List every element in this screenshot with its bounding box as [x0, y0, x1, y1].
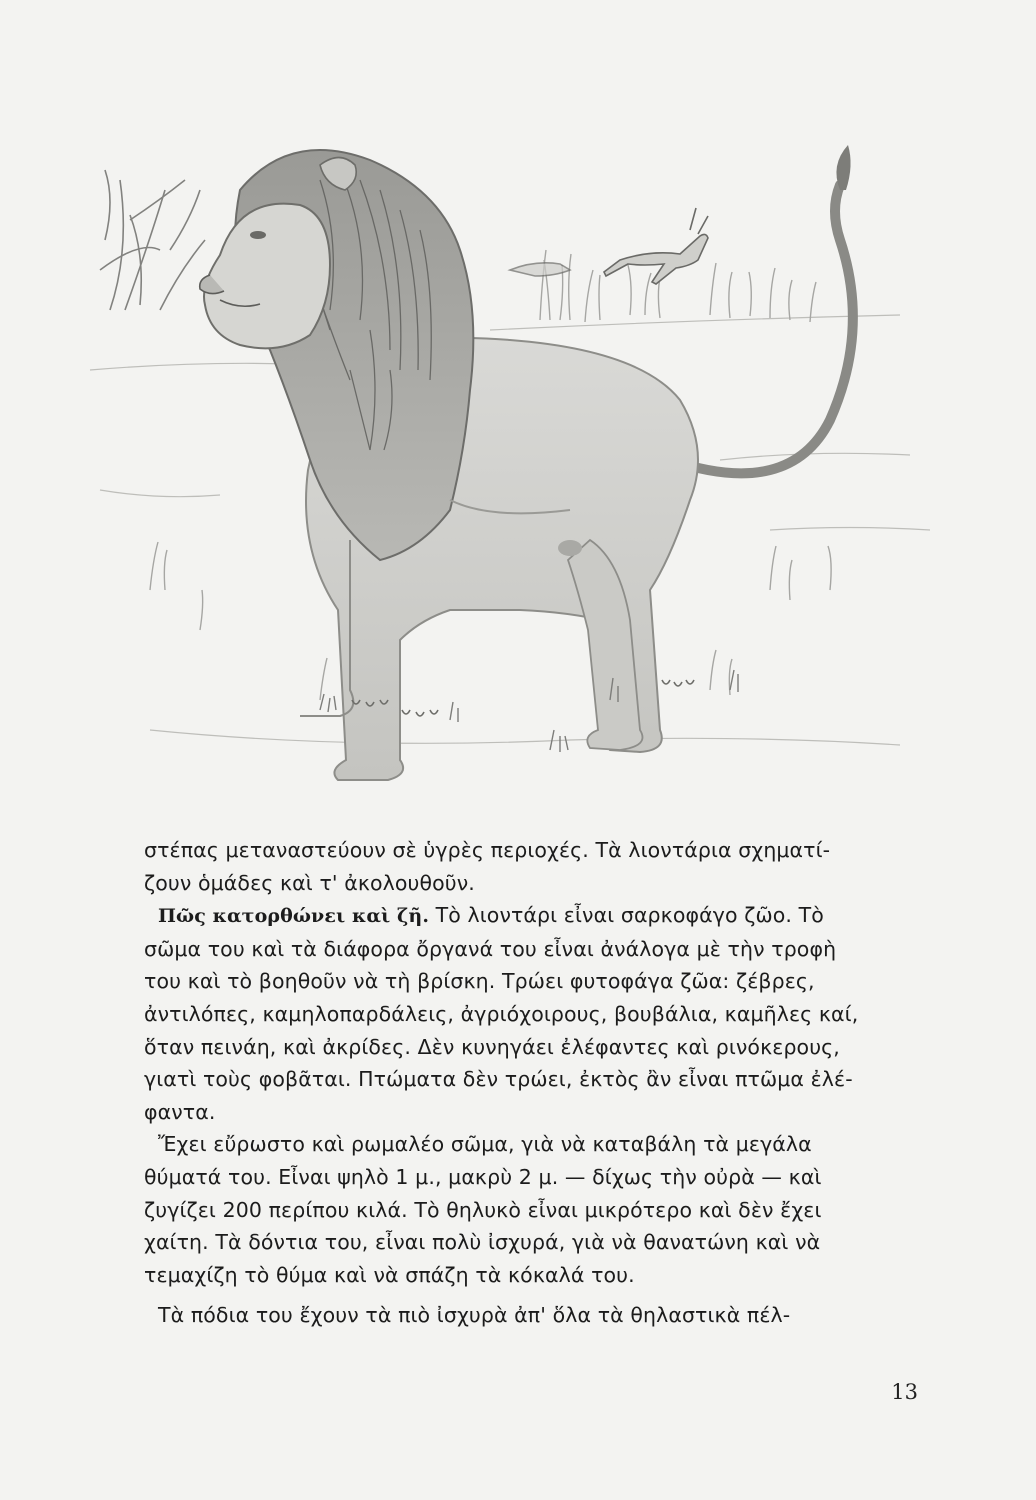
- section-heading: Πῶς κατορθώνει καὶ ζῆ.: [158, 905, 430, 928]
- text-line: χαίτη. Τὰ δόντια του, εἶναι πολὺ ἰσχυρά, γιὰ νὰ θανατώνη καὶ νὰ: [144, 1230, 821, 1255]
- paragraph-1: [144, 834, 892, 899]
- tree-icon: [100, 170, 205, 310]
- paragraph-4: [144, 1299, 892, 1332]
- text-line: ζυγίζει 200 περίπου κιλά. Τὸ θηλυκὸ εἶναι μικρότερο καὶ δὲν ἔχει: [144, 1197, 822, 1222]
- text-line: ὅταν πεινάη, καὶ ἀκρίδες. Δὲν κυνηγάει ἐλέφαντες καὶ ρινόκερους,: [144, 1034, 840, 1059]
- lion-icon: [200, 150, 698, 780]
- text-line: φαντα.: [144, 1099, 216, 1124]
- text-line: του καὶ τὸ βοηθοῦν νὰ τὴ βρίσκη. Τρώει φυτοφάγα ζῶα: ζέβρες,: [144, 969, 815, 994]
- text-line: τεμαχίζη τὸ θύμα καὶ νὰ σπάζη τὰ κόκαλά του.: [144, 1262, 635, 1287]
- text-line: ἀντιλόπες, καμηλοπαρδάλεις, ἀγριόχοιρους, βουβάλια, καμῆλες καί,: [144, 1001, 859, 1026]
- text-line: γιατὶ τοὺς φοβᾶται. Πτώματα δὲν τρώει, ἐκτὸς ἂν εἶναι πτῶμα ἐλέ-: [144, 1067, 853, 1092]
- text-line: σῶμα του καὶ τὰ διάφορα ὄργανά του εἶναι ἀνάλογα μὲ τὴν τροφὴ: [144, 936, 837, 961]
- text-line: Τὰ πόδια του ἔχουν τὰ πιὸ ἰσχυρὰ ἀπ' ὅλα τὰ θηλαστικὰ πέλ-: [158, 1303, 791, 1328]
- text-line: θύματά του. Εἶναι ψηλὸ 1 μ., μακρὺ 2 μ. — δίχως τὴν οὐρὰ — καὶ: [144, 1164, 822, 1189]
- paragraph-3: [144, 1128, 892, 1291]
- paragraph-2: [144, 899, 892, 1128]
- text-line: Ἔχει εὔρωστο καὶ ρωμαλέο σῶμα, γιὰ νὰ καταβάλη τὰ μεγάλα: [158, 1132, 812, 1157]
- antelope-icon: [510, 208, 708, 284]
- lion-tail: [670, 185, 853, 473]
- lion-illustration-icon: [70, 70, 970, 830]
- text-line: στέπας μεταναστεύουν σὲ ὑγρὲς περιοχές. Τὰ λιοντάρια σχηματί-: [144, 838, 831, 862]
- page-number: 13: [891, 1380, 918, 1404]
- text-line: Τὸ λιοντάρι εἶναι σαρκοφάγο ζῶο. Τὸ: [429, 903, 824, 928]
- text-line: ζουν ὁμάδες καὶ τ' ἀκολουθοῦν.: [144, 870, 475, 895]
- body-text: [144, 834, 892, 1332]
